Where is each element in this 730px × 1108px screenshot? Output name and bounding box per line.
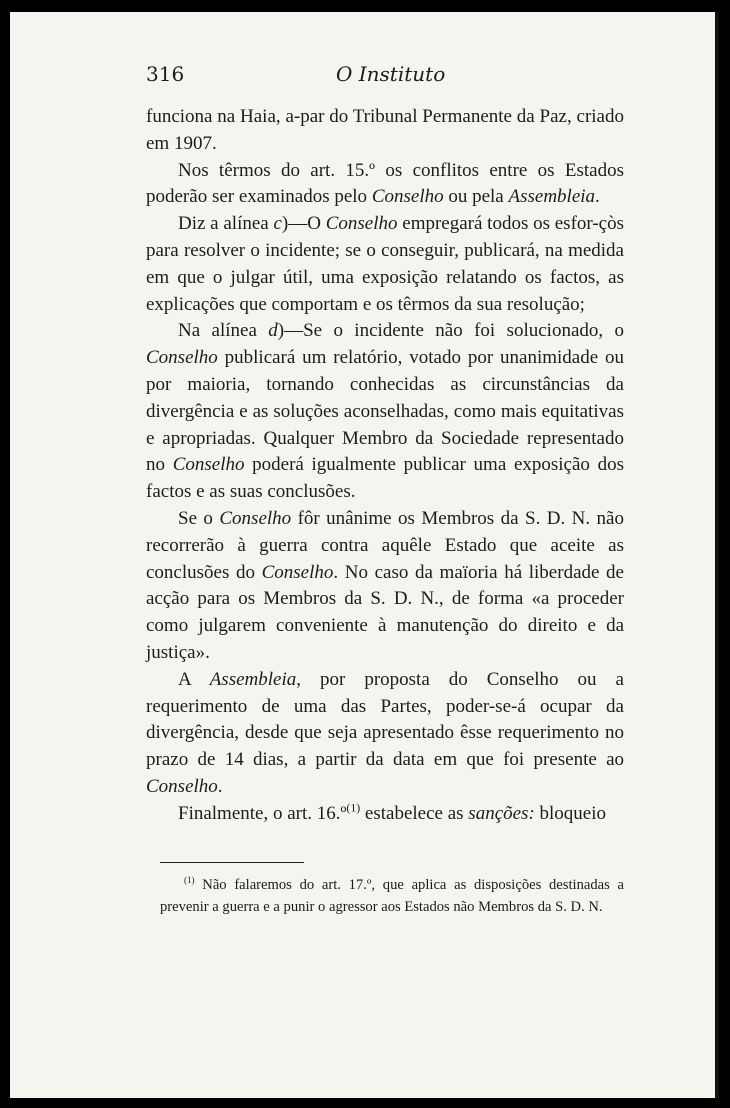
page-header — [146, 62, 616, 92]
paragraph-3: Diz a alínea c)—O Conselho empregará todos os esfor-çòs para resolver o incidente; se o conseguir, publicará, na medida em que o julgar útil, uma exposição relatando os factos, as explicações que comportam e os têrmos da sua resolução; — [146, 213, 625, 315]
footnote — [160, 874, 624, 918]
footnote-text: Não falaremos do art. 17.º, que aplica as disposições destinadas a prevenir a guerra e a punir o agressor aos Estados não Membros da S. D. N. — [160, 877, 624, 915]
paragraph-4: Na alínea d)—Se o incidente não foi solucionado, o Conselho publicará um relatório, votado por unanimidade ou por maioria, tornando conhecidas as circunstâncias da divergência e as soluções aconselhadas, como mais equitativas e apropriadas. Qualquer Membro da Sociedade representado no Conselho poderá igualmente publicar uma exposição dos factos e as suas conclusões. — [146, 320, 625, 503]
paragraph-1: funciona na Haia, a-par do Tribunal Permanente da Paz, criado em 1907. — [146, 106, 624, 154]
paragraph-7: Finalmente, o art. 16.º$^{(1)}$ estabelece as sanções: bloqueio — [178, 801, 607, 824]
running-title: O Instituto — [336, 62, 446, 86]
paragraph-2: Nos têrmos do art. 15.º os conflitos entre os Estados poderão ser examinados pelo Conselho ou pela Assembleia. — [146, 159, 624, 208]
footnote-reference: (1) — [346, 801, 361, 815]
main-text — [146, 104, 624, 828]
page-number: 316 — [146, 62, 185, 86]
paragraph-6: A Assembleia, por proposta do Conselho ou a requerimento de uma das Partes, poder-se-á ocupar da divergência, desde que seja apresentado êsse requerimento no prazo de 14 dias, a partir da data em que foi presente ao Conselho. — [146, 668, 624, 797]
paragraph-5: Se o Conselho fôr unânime os Membros da S. D. N. não recorrerão à guerra contra aquêle Estado que aceite as conclusões do Conselho. No caso da maïoria há liberdade de acção para os Membros da S. D. N., de forma «a proceder como julgarem conveniente à manutenção do direito e da justiça». — [146, 507, 624, 663]
footnote-marker: (1) — [184, 875, 195, 886]
footnote-divider — [160, 862, 304, 863]
